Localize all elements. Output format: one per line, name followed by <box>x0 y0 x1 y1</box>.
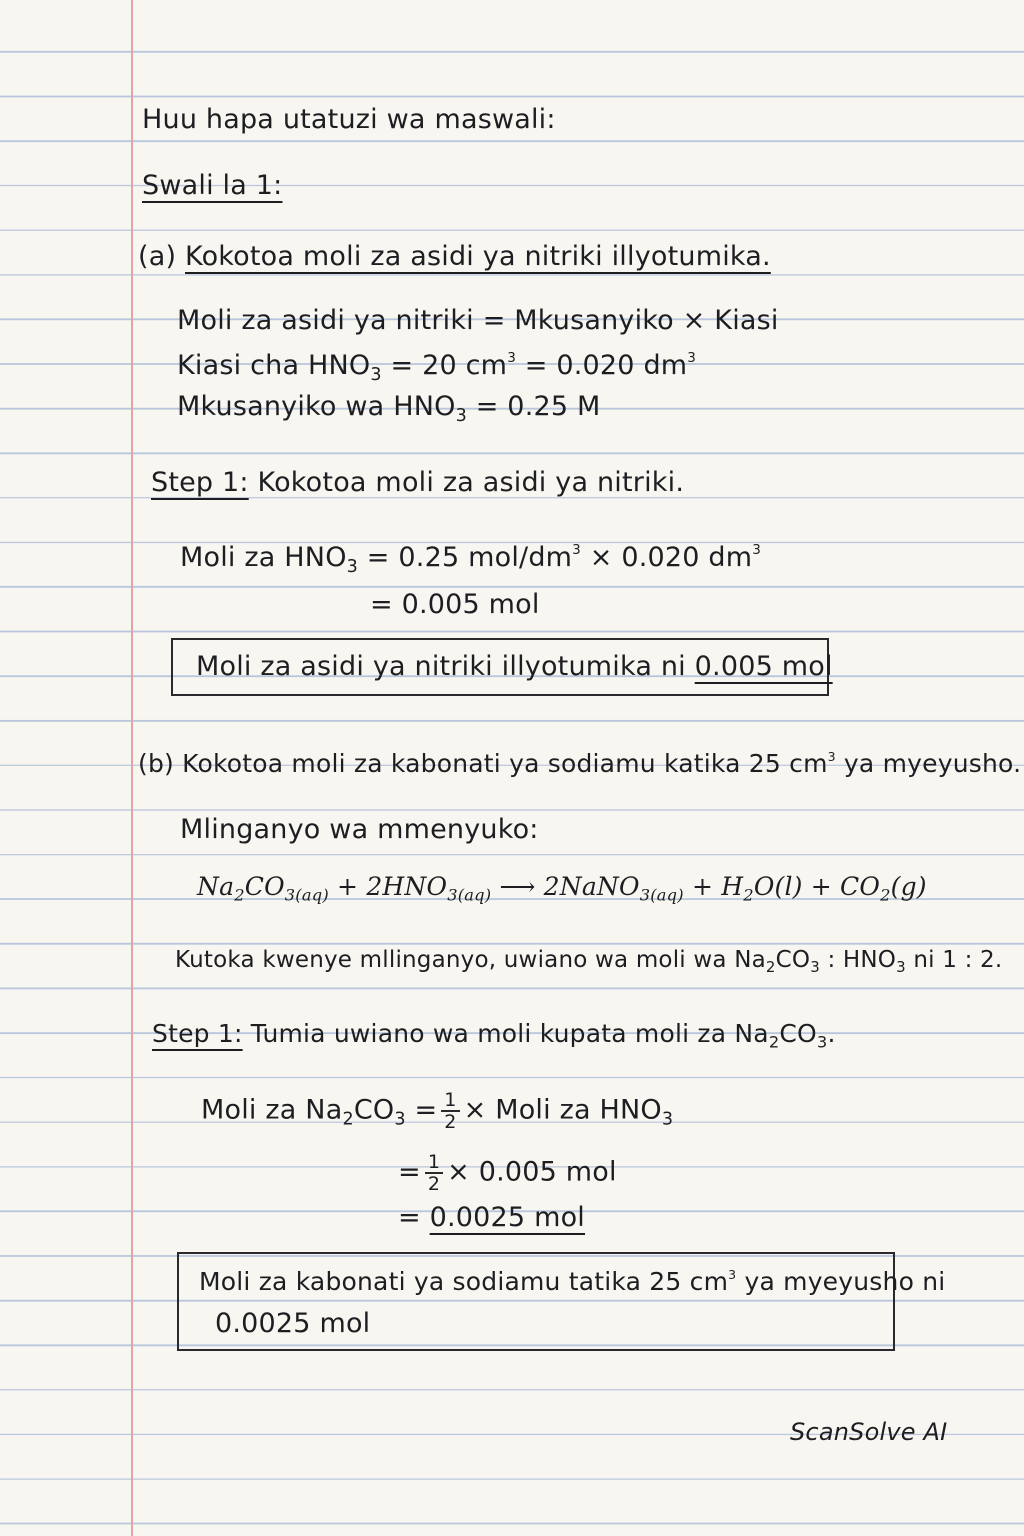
part-b-step <box>152 1017 836 1051</box>
calc1-b: = 0.25 mol/dm <box>358 542 573 573</box>
b-calc3-b: 0.0025 mol <box>429 1202 586 1233</box>
b-calc2-a: = <box>398 1156 421 1188</box>
part-b-title-b: ya myeyusho. <box>835 749 1022 778</box>
given-l3-b: = 0.25 M <box>466 391 601 422</box>
calc1-sup1: 3 <box>572 541 581 558</box>
answer-a <box>196 650 833 684</box>
part-b-title <box>138 747 1021 781</box>
given-l1-rhs: = Mkusanyiko × Kiasi <box>482 305 779 336</box>
given-l2-c: = 0.020 dm <box>515 350 688 381</box>
part-b-calc-1 <box>201 1090 673 1132</box>
calc1-c: × 0.020 dm <box>580 542 753 573</box>
b-calc2-b: × 0.005 mol <box>447 1156 617 1188</box>
answer-b-sup: 3 <box>728 1266 737 1282</box>
part-a-step <box>151 466 684 500</box>
given-l3-sub: 3 <box>455 406 467 427</box>
given-l2-a: Kiasi cha HNO <box>177 350 371 381</box>
fraction-one-half-2 <box>425 1152 443 1194</box>
b-calc1-s3: 3 <box>661 1109 674 1130</box>
answer-a-text: Moli za asidi ya nitriki illyotumika ni <box>196 651 686 682</box>
part-a-calc-2: = 0.005 mol <box>370 589 540 620</box>
part-b-label: (b) <box>138 749 174 778</box>
part-b-title-a: Kokotoa moli za kabonati ya sodiamu katika 25 cm <box>182 749 828 778</box>
step-b-text-c: . <box>827 1019 836 1048</box>
b-calc1-a: Moli za Na <box>201 1094 343 1126</box>
b-calc1-s2: 3 <box>394 1109 406 1130</box>
frac-num: 1 <box>441 1090 459 1112</box>
part-b-title-sup: 3 <box>827 748 836 764</box>
ratio-d: ni 1 : 2. <box>905 947 1003 973</box>
step-b-text-a: Tumia uwiano wa moli kupata moli za Na <box>250 1019 769 1048</box>
step-b-s2: 3 <box>816 1032 828 1052</box>
equation-heading: Mlinganyo wa mmenyuko: <box>180 814 539 845</box>
b-calc1-d: × Moli za HNO <box>463 1094 662 1126</box>
ratio-s3: 3 <box>896 958 906 977</box>
ratio-s2: 3 <box>810 958 820 977</box>
given-l2-sup1: 3 <box>507 349 516 366</box>
step-b-text-b: CO <box>779 1019 817 1048</box>
footer-watermark: ScanSolve AI <box>790 1418 948 1446</box>
ratio-c: : HNO <box>819 947 897 973</box>
part-a-label: (a) <box>138 241 177 272</box>
given-l1-lhs: Moli za asidi ya nitriki <box>177 305 474 336</box>
given-line-1 <box>177 304 779 338</box>
frac-num-2: 1 <box>425 1152 443 1174</box>
frac-den: 2 <box>444 1111 457 1133</box>
answer-b-a: Moli za kabonati ya sodiamu tatika 25 cm <box>199 1267 729 1296</box>
b-calc1-b: CO <box>353 1094 395 1126</box>
answer-b-b: ya myeyusho ni <box>736 1267 946 1296</box>
given-l3-a: Mkusanyiko wa HNO <box>177 391 456 422</box>
given-line-2 <box>177 349 697 386</box>
step-b-s1: 2 <box>768 1032 780 1052</box>
given-l2-sub: 3 <box>370 365 382 386</box>
b-calc1-s1: 2 <box>342 1109 354 1130</box>
answer-b-value: 0.0025 mol <box>215 1308 371 1339</box>
answer-b-line-1 <box>199 1265 945 1299</box>
part-b-calc-2 <box>398 1152 617 1194</box>
part-a-calc-1 <box>180 541 762 578</box>
calc1-a: Moli za HNO <box>180 542 347 573</box>
step-label-b: Step 1: <box>152 1019 243 1048</box>
frac-den-2: 2 <box>427 1173 441 1195</box>
given-l2-b: = 20 cm <box>381 350 508 381</box>
given-line-3 <box>177 390 601 427</box>
intro-text: Huu hapa utatuzi wa maswali: <box>142 104 556 135</box>
b-calc1-c: = <box>405 1094 438 1126</box>
part-a-title-text: Kokotoa moli za asidi ya nitriki illyotumika. <box>185 241 771 272</box>
margin-line <box>131 0 133 1536</box>
chemical-equation: $Na_2CO_{3(aq)} + 2HNO_{3(aq)}$ ⟶ 2NaNO$_{3(aq)}$ + $H_2O(l) + CO_2(g)$ <box>197 872 927 905</box>
given-l2-sup2: 3 <box>687 349 697 366</box>
step-text: Kokotoa moli za asidi ya nitriki. <box>257 467 685 498</box>
ratio-b: CO <box>775 947 811 973</box>
fraction-one-half <box>441 1090 459 1132</box>
calc1-sub: 3 <box>346 557 359 578</box>
b-calc3-a: = <box>398 1202 421 1233</box>
mole-ratio-line <box>175 943 1002 977</box>
part-a-title <box>138 240 771 274</box>
question-heading: Swali la 1: <box>142 170 283 201</box>
ratio-s1: 2 <box>765 958 776 977</box>
calc1-sup2: 3 <box>752 541 762 558</box>
ratio-a: Kutoka kwenye mllinganyo, uwiano wa moli wa Na <box>175 947 766 973</box>
part-b-calc-3 <box>398 1201 585 1235</box>
answer-a-value: 0.005 mol <box>694 651 833 682</box>
step-label: Step 1: <box>151 467 249 498</box>
